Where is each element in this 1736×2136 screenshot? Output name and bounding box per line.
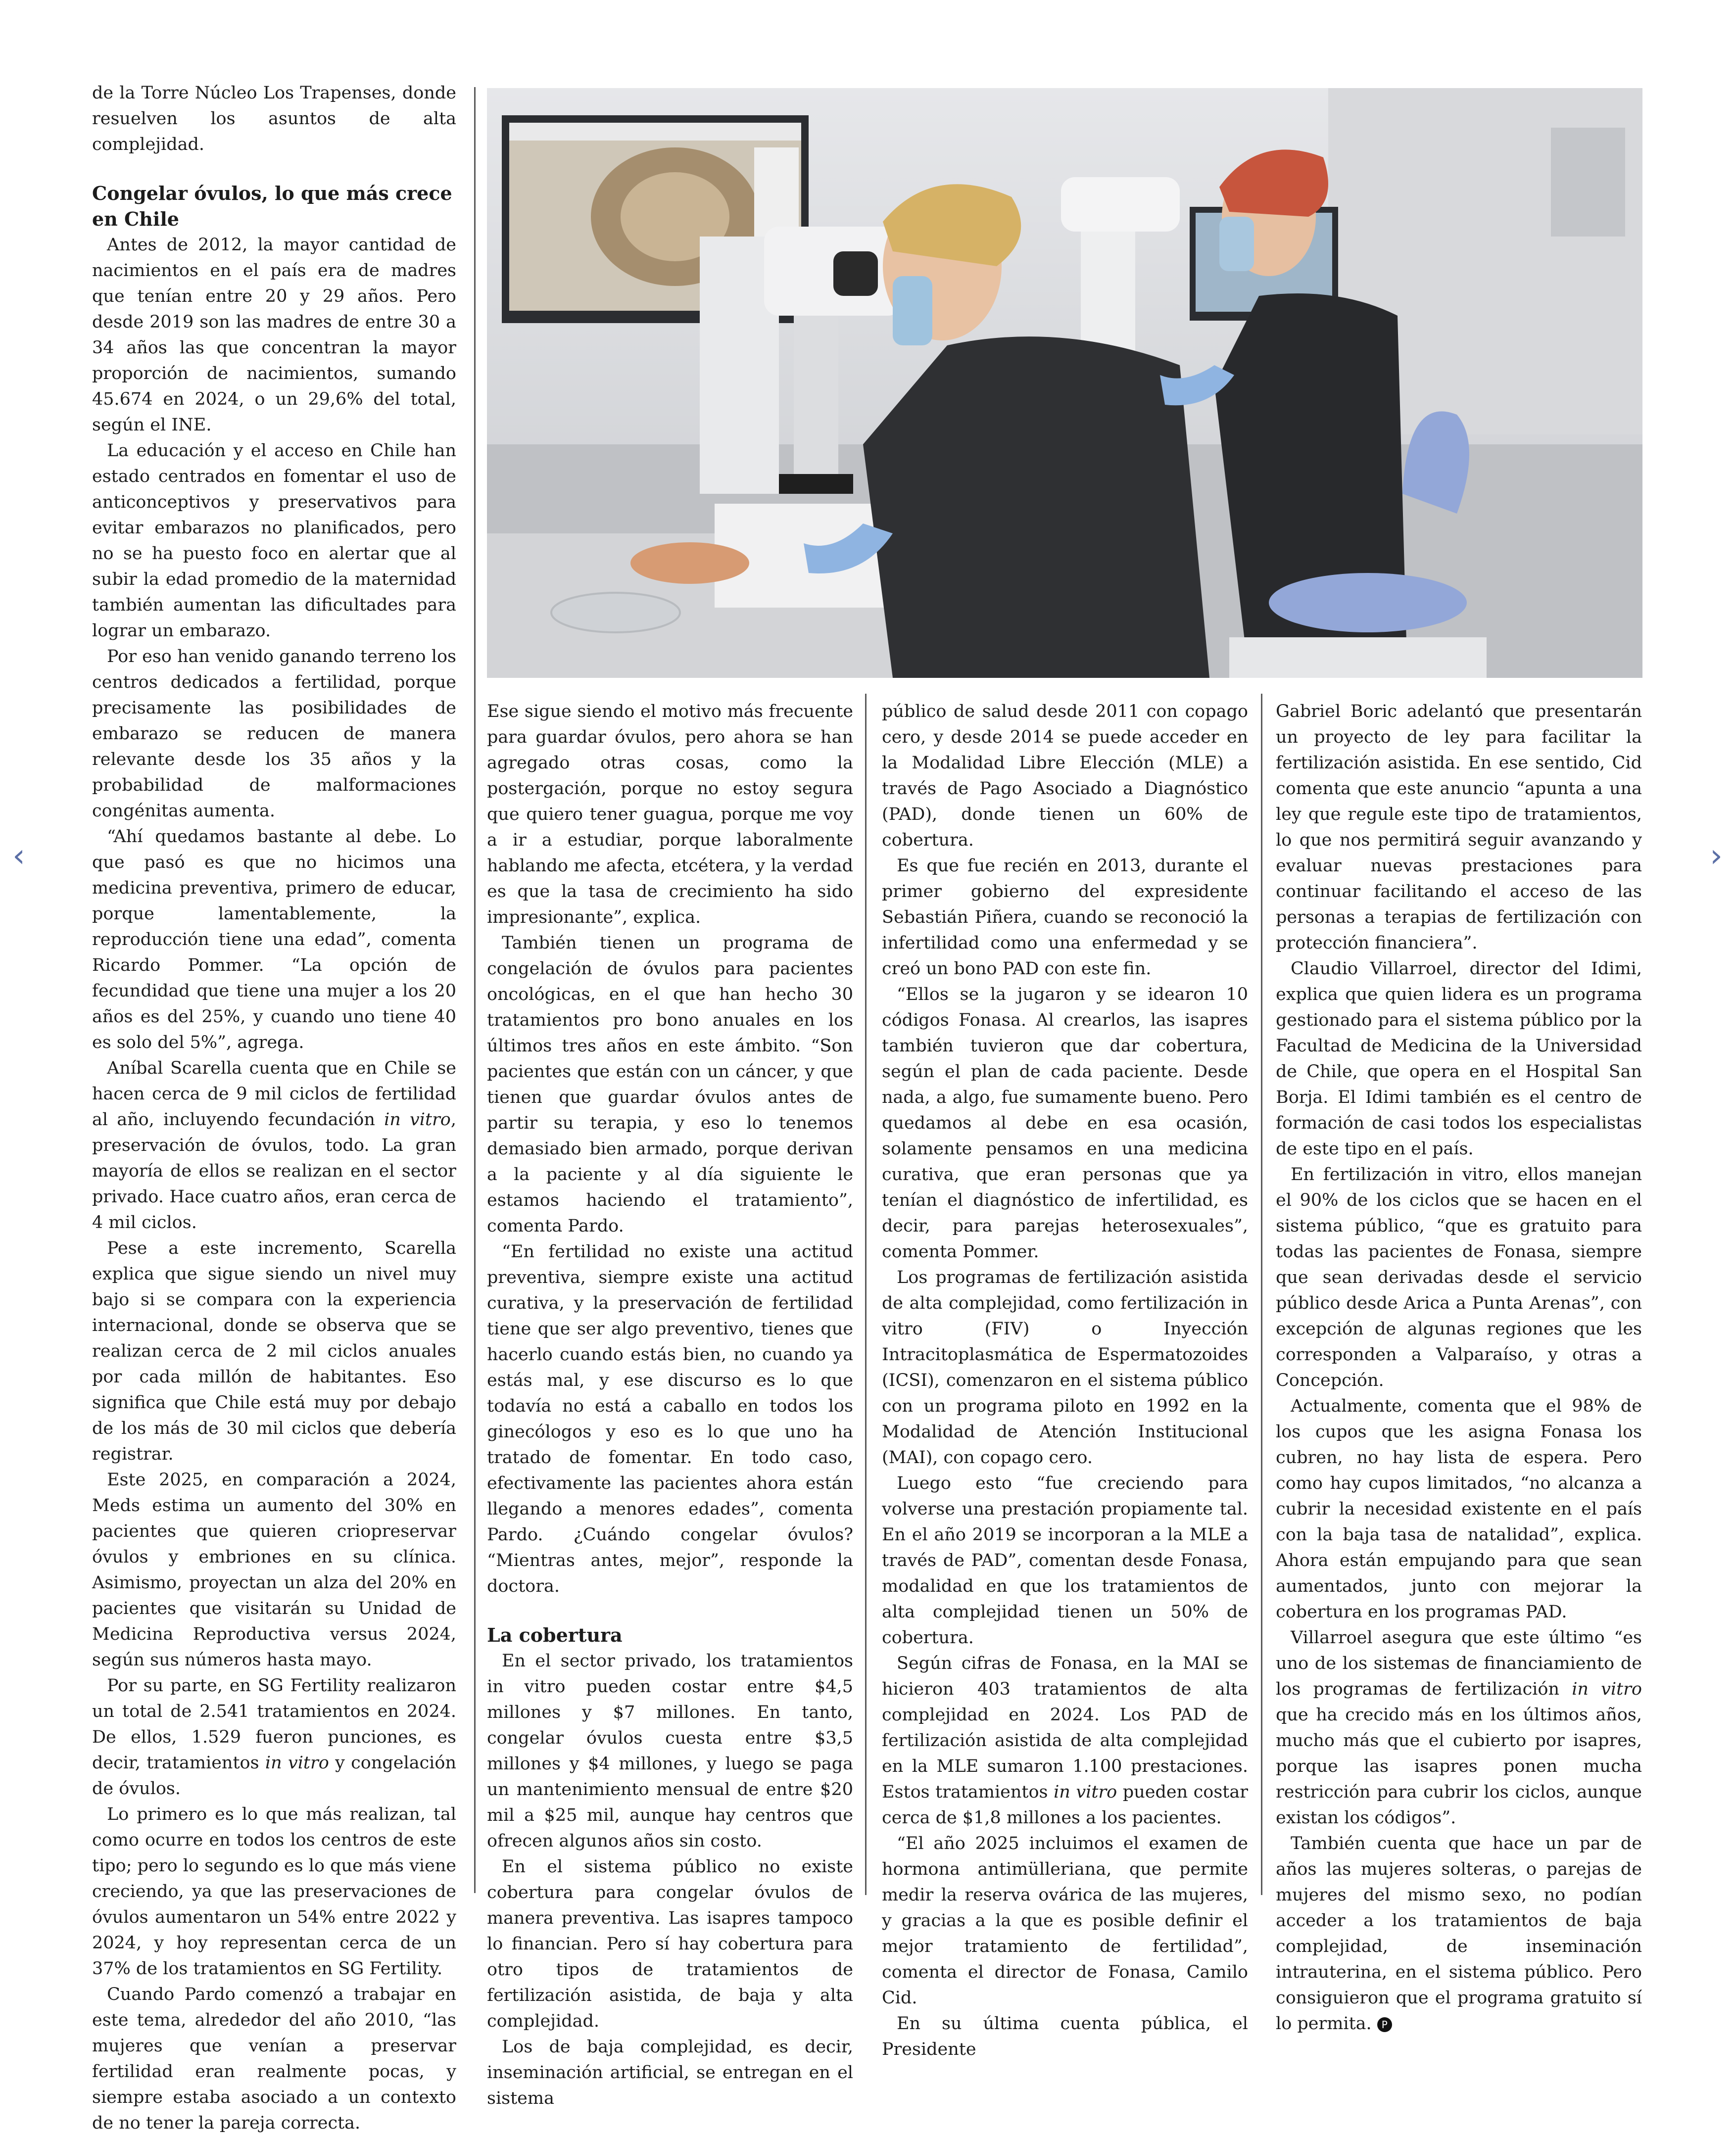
paragraph: Aníbal Scarella cuenta que en Chile se hacen cerca de 9 mil ciclos de fertilidad al año, incluyendo fecundación in vitro, preservación de óvulos, todo. La gran mayoría de ellos se realizan en el sector privado. Hace cuatro años, eran cerca de 4 mil ciclos. (92, 1058, 456, 1233)
column-rule-2 (865, 694, 867, 1895)
paragraph: También tienen un programa de congelación de óvulos para pacientes oncológicas, en el que han hecho 30 tratamientos pro bono anuales en los últimos tres años en este ámbito. “Son pacientes que están con un cáncer, y que tienen que guardar óvulos antes de partir su terapia, y eso lo tenemos demasiado bien armado, porque derivan a la paciente y al día siguiente le estamos haciendo el tratamiento”, comenta Pardo. (487, 933, 853, 1236)
paragraph: Pese a este incremento, Scarella explica que sigue siendo un nivel muy bajo si se compara con la experiencia internacional, donde se observa que se realizan cerca de 2 mil ciclos anuales por cada millón de habitantes. Eso significa que Chile está muy por debajo de los más de 30 mil ciclos que debería registrar. (92, 1238, 456, 1464)
paragraph: Luego esto “fue creciendo para volverse una prestación propiamente tal. En el año 2019 se incorporan a la MLE a través de PAD”, comentan desde Fonasa, modalidad en que los tratamientos de alta complejidad tienen un 50% de cobertura. (882, 1473, 1248, 1648)
article-photo (487, 88, 1642, 678)
paragraph: En el sector privado, los tratamientos in vitro pueden costar entre $4,5 millones y $7 millones. En tanto, congelar óvulos cuesta entre $3,5 millones y $4 millones, y luego se paga un mantenimiento mensual de entre $20 mil a $25 mil, aunque hay centros que ofrecen algunos años sin costo. (487, 1651, 853, 1851)
paragraph: Este 2025, en comparación a 2024, Meds estima un aumento del 30% en pacientes que quieren criopreservar óvulos y embriones en su clínica. Asimismo, proyectan un alza del 20% en pacientes que visitarán su Unidad de Medicina Reproductiva versus 2024, según sus números hasta mayo. (92, 1470, 456, 1670)
paragraph: Antes de 2012, la mayor cantidad de nacimientos en el país era de madres que tenían entre 20 y 29 años. Pero desde 2019 son las madres de entre 30 a 34 años las que concentran la mayor proporción de nacimientos, sumando 45.674 en 2024, o un 29,6% del total, según el INE. (92, 235, 456, 435)
paragraph: Claudio Villarroel, director del Idimi, explica que quien lidera es un programa gestionado para el sistema público por la Facultad de Medicina de la Universidad de Chile, que opera en el Hospital San Borja. El Idimi también es el centro de formación de casi todos los especialistas de este tipo en el país. (1276, 959, 1642, 1159)
paragraph: Cuando Pardo comenzó a trabajar en este tema, alrededor del año 2010, “las mujeres que venían a preservar fertilidad eran realmente pocas, y siempre estaba asociado a un contexto de no tener la pareja correcta. (92, 1985, 456, 2133)
article-column-2 (487, 699, 853, 2111)
paragraph: Por eso han venido ganando terreno los centros dedicados a fertilidad, porque precisamente las posibilidades de embarazo se reducen de manera relevante desde los 35 años y la probabilidad de malformaciones congénitas aumenta. (92, 647, 456, 821)
column-rule-3 (1261, 694, 1262, 1895)
section-heading: La cobertura (487, 1624, 623, 1646)
paragraph: La educación y el acceso en Chile han estado centrados en fomentar el uso de anticonceptivos y preservativos para evitar embarazos no planificados, pero no se ha puesto foco en alertar que al subir la edad promedio de la maternidad también aumentan las dificultades para lograr un embarazo. (92, 441, 456, 641)
paragraph: En fertilización in vitro, ellos manejan el 90% de los ciclos que se hacen en el sistema público, “que es gratuito para todas las pacientes de Fonasa, siempre que sean derivadas desde el servicio público desde Arica a Punta Arenas”, con excepción de algunas regiones que les corresponden a Valparaíso, y otras a Concepción. (1276, 1165, 1642, 1390)
article-column-3 (882, 699, 1248, 2062)
paragraph: “Ahí quedamos bastante al debe. Lo que pasó es que no hicimos una medicina preventiva, primero de educar, porque lamentablemente, la reproducción tiene una edad”, comenta Ricardo Pommer. “La opción de fecundidad que tiene una mujer a los 20 años es del 25%, y cuando uno tiene 40 es solo del 5%”, agrega. (92, 827, 456, 1052)
paragraph: Actualmente, comenta que el 98% de los cupos que les asigna Fonasa los cubren, no hay lista de espera. Pero como hay cupos limitados, “no alcanza a cubrir la necesidad existente en el país con la baja tasa de natalidad”, explica. Ahora están empujando para que sean aumentados, junto con mejorar la cobertura en los programas PAD. (1276, 1396, 1642, 1622)
paragraph: Es que fue recién en 2013, durante el primer gobierno del expresidente Sebastián Piñera, cuando se reconoció la infertilidad como una enfermedad y se creó un bono PAD con este fin. (882, 856, 1248, 979)
next-page-arrow-icon[interactable]: › (1710, 838, 1723, 874)
paragraph: “Ellos se la jugaron y se idearon 10 códigos Fonasa. Al crearlos, las isapres también tuvieron que dar cobertura, según el plan de cada paciente. Desde nada, a algo, fue sumamente bueno. Pero quedamos al debe en esa ocasión, solamente pensamos en una medicina curativa, que eran personas que ya tenían el diagnóstico de infertilidad, es decir, para parejas heterosexuales”, comenta Pommer. (882, 985, 1248, 1262)
paragraph: Lo primero es lo que más realizan, tal como ocurre en todos los centros de este tipo; pero lo segundo es lo que más viene creciendo, ya que las preservaciones de óvulos aumentaron un 54% entre 2022 y 2024, y hoy representan cerca de un 37% de los tratamientos en SG Fertility. (92, 1804, 456, 1979)
paragraph: Según cifras de Fonasa, en la MAI se hicieron 403 tratamientos de alta complejidad en 2024. Los PAD de fertilización asistida de alta complejidad en la MLE sumaron 1.100 prestaciones. Estos tratamientos in vitro pueden costar cerca de $1,8 millones a los pacientes. (882, 1654, 1248, 1828)
prev-page-arrow-icon[interactable]: ‹ (12, 838, 25, 874)
article-column-1 (92, 80, 456, 2136)
lab-scene-illustration (487, 88, 1642, 678)
paragraph: Los programas de fertilización asistida de alta complejidad, como fertilización in vitro (FIV) o Inyección Intracitoplasmática de Espermatozoides (ICSI), comenzaron en el sistema público con un programa piloto en 1992 en la Modalidad de Atención Institucional (MAI), con copago cero. (882, 1268, 1248, 1468)
paragraph: En su última cuenta pública, el Presidente (882, 2014, 1248, 2059)
paragraph: Por su parte, en SG Fertility realizaron un total de 2.541 tratamientos en 2024. De ellos, 1.529 fueron punciones, es decir, tratamientos in vitro y congelación de óvulos. (92, 1676, 456, 1799)
paragraph: Gabriel Boric adelantó que presentarán un proyecto de ley para facilitar la fertilización asistida. En ese sentido, Cid comenta que este anuncio “apunta a una ley que regule este tipo de tratamientos, lo que nos permitirá seguir avanzando y evaluar nuevas prestaciones para continuar facilitando el acceso de las personas a terapias de fertilización con protección financiera”. (1276, 702, 1642, 953)
paragraph: También cuenta que hace un par de años las mujeres solteras, o parejas de mujeres del mismo sexo, no podían acceder a los tratamientos de baja complejidad, de inseminación intrauterina, en el sistema público. Pero consiguieron que el programa gratuito sí lo permita. P (1276, 1834, 1642, 2034)
paragraph: En el sistema público no existe cobertura para congelar óvulos de manera preventiva. Las isapres tampoco lo financian. Pero sí hay cobertura para otro tipos de tratamientos de fertilización asistida, de baja y alta complejidad. (487, 1857, 853, 2031)
paragraph: Los de baja complejidad, es decir, inseminación artificial, se entregan en el sistema (487, 2037, 853, 2108)
end-of-article-icon: P (1377, 2017, 1392, 2032)
paragraph: Ese sigue siendo el motivo más frecuente para guardar óvulos, pero ahora se han agregado otras cosas, como la postergación, porque no estoy segura que quiero tener guagua, porque me voy a ir a estudiar, porque laboralmente hablando me afecta, etcétera, y la verdad es que la tasa de crecimiento ha sido impresionante”, explica. (487, 702, 853, 927)
section-heading: Congelar óvulos, lo que más crece en Chile (92, 182, 452, 230)
paragraph: Villarroel asegura que este último “es uno de los sistemas de financiamiento de los programas de fertilización in vitro que ha crecido más en los últimos años, mucho más que el cubierto por isapres, porque las isapres ponen mucha restricción para cubrir los ciclos, aunque existan los códigos”. (1276, 1628, 1642, 1828)
paragraph: “En fertilidad no existe una actitud preventiva, siempre existe una actitud curativa, y la preservación de fertilidad tiene que ser algo preventivo, tienes que hacerlo cuando estás bien, no cuando ya estás mal, y ese discurso es lo que todavía no está a caballo en todos los ginecólogos y eso es lo que uno ha tratado de fomentar. En todo caso, efectivamente las pacientes ahora están llegando a menores edades”, comenta Pardo. ¿Cuándo congelar óvulos? “Mientras antes, mejor”, responde la doctora. (487, 1242, 853, 1596)
paragraph: público de salud desde 2011 con copago cero, y desde 2014 se puede acceder en la Modalidad Libre Elección (MLE) a través de Pago Asociado a Diagnóstico (PAD), donde tienen un 60% de cobertura. (882, 702, 1248, 850)
paragraph: de la Torre Núcleo Los Trapenses, donde resuelven los asuntos de alta complejidad. (92, 83, 456, 154)
paragraph: “El año 2025 incluimos el examen de hormona antimülleriana, que permite medir la reserva ovárica de las mujeres, y gracias a la que es posible definir el mejor tratamiento de fertilidad”, comenta el director de Fonasa, Camilo Cid. (882, 1834, 1248, 2008)
article-column-4 (1276, 699, 1642, 2037)
column-rule-1 (474, 87, 476, 1893)
